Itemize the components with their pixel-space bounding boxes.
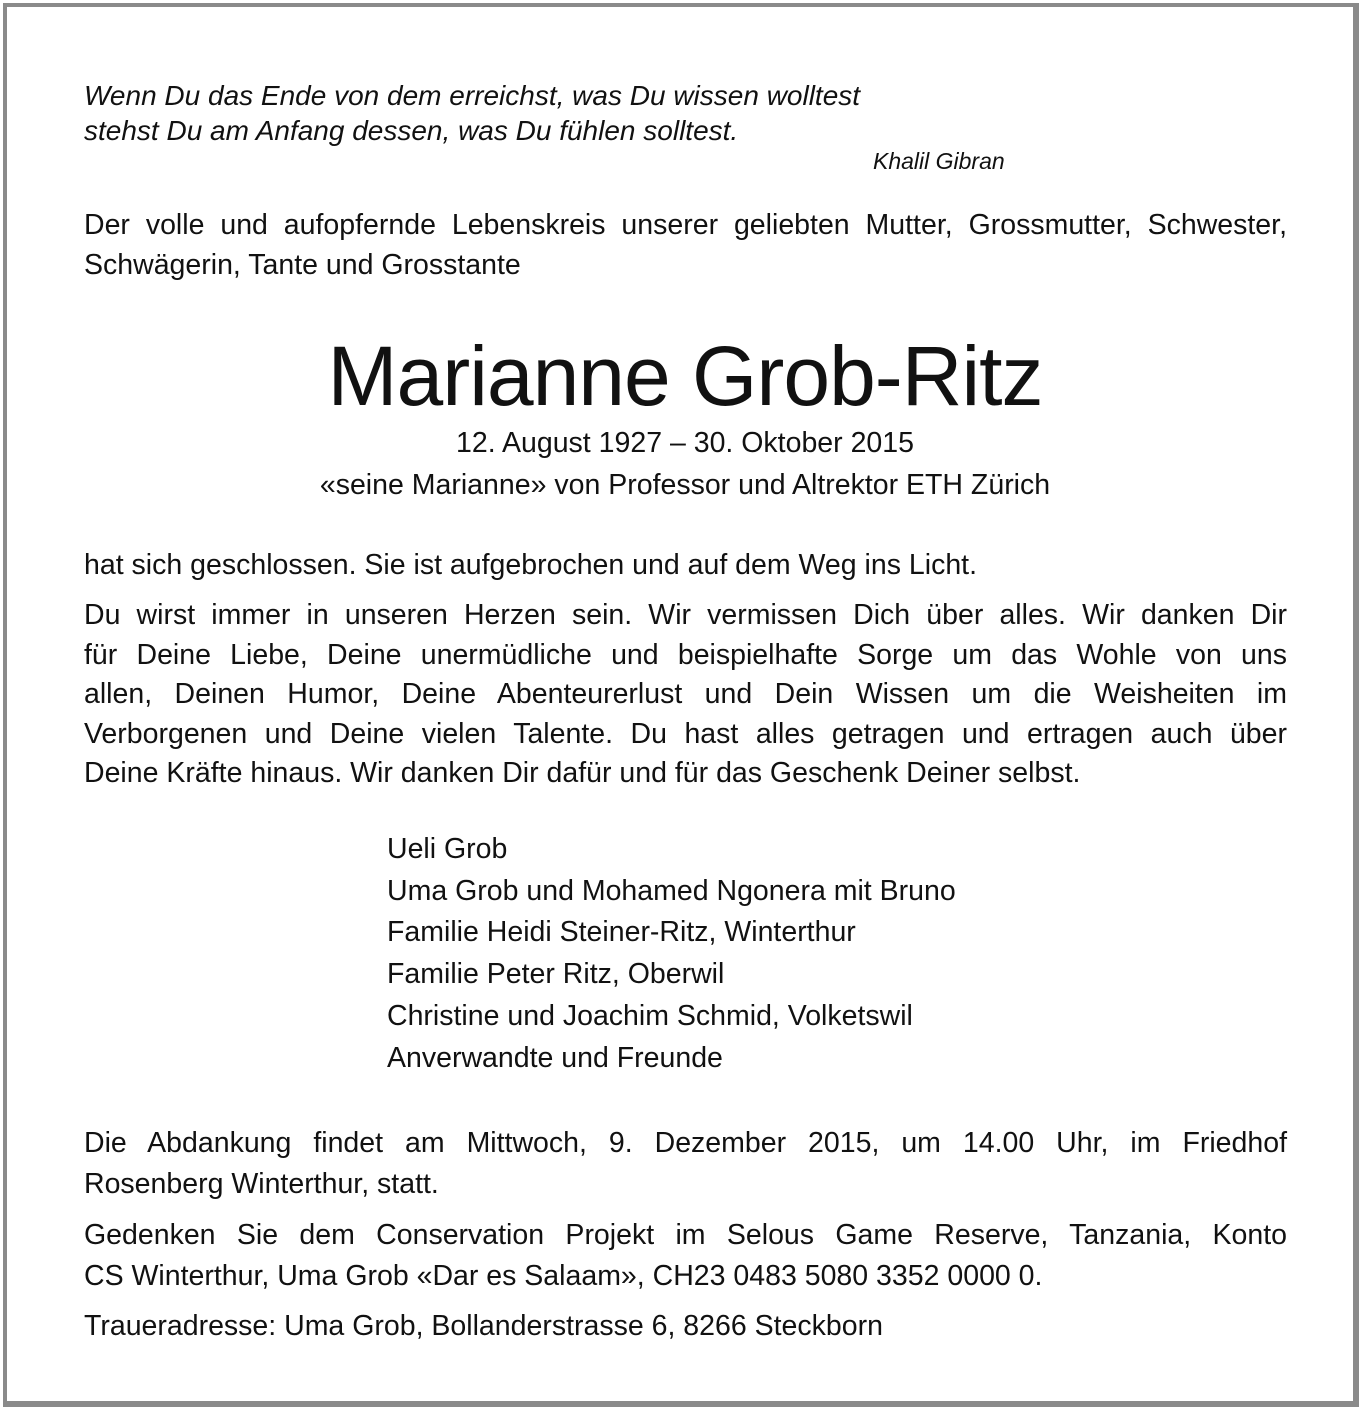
mourner-entry: Familie Peter Ritz, Oberwil [387,958,725,991]
intro-paragraph: Der volle und aufopfernde Lebenskreis unserer geliebten Mutter, Grossmutter, Schwester, Schwägerin, Tante und Grosstante [84,209,1287,281]
funeral-line: Die Abdankung findet am Mittwoch, 9. Dezember 2015, um 14.00 Uhr, im Friedhof [84,1127,1287,1159]
tribute-line: Verborgenen und Deine vielen Talente. Du hast alles getragen und ertragen auch über [84,717,1287,750]
quote-author: Khalil Gibran [873,148,1005,174]
closing-sentence: hat sich geschlossen. Sie ist aufgebrochen und auf dem Weg ins Licht. [84,549,978,581]
quote-line: stehst Du am Anfang dessen, was Du fühlen solltest. [84,115,739,146]
epigraph-quote [84,78,1287,148]
mourner-entry: Anverwandte und Freunde [387,1041,723,1074]
tribute-line: Du wirst immer in unseren Herzen sein. Wir vermissen Dich über alles. Wir danken Dir [84,599,1287,631]
tribute-line: für Deine Liebe, Deine unermüdliche und beispielhafte Sorge um das Wohle von uns [84,638,1287,671]
donation-line: Gedenken Sie dem Conservation Projekt im Selous Game Reserve, Tanzania, Konto [84,1219,1287,1251]
donation-notice [84,1215,1287,1297]
mourner-entry: Familie Heidi Steiner-Ritz, Winterthur [387,916,856,949]
mourner-entry: Ueli Grob [387,833,508,865]
mourner-entry: Christine und Joachim Schmid, Volketswil [387,999,913,1032]
quote-line: Wenn Du das Ende von dem erreichst, was Du wissen wolltest [84,80,861,111]
funeral-line: Rosenberg Winterthur, statt. [84,1168,439,1200]
life-dates: 12. August 1927 – 30. Oktober 2015 [456,427,914,459]
tribute-line: Deine Kräfte hinaus. Wir danken Dir dafür und für das Geschenk Deiner selbst. [84,757,1081,789]
mourner-entry: Uma Grob und Mohamed Ngonera mit Bruno [387,874,956,907]
donation-line: CS Winterthur, Uma Grob «Dar es Salaam», CH23 0483 5080 3352 0000 0. [84,1260,1043,1292]
deceased-name: Marianne Grob-Ritz [327,329,1043,423]
funeral-notice [84,1123,1287,1205]
mourning-address: Traueradresse: Uma Grob, Bollanderstrasse 6, 8266 Steckborn [84,1310,883,1342]
mourners-list [387,829,956,1079]
tribute-paragraph [84,596,1287,794]
tribute-line: allen, Deinen Humor, Deine Abenteurerlust und Dein Wissen um die Weisheiten im [84,678,1287,710]
deceased-subtitle: «seine Marianne» von Professor und Altrektor ETH Zürich [319,469,1051,501]
